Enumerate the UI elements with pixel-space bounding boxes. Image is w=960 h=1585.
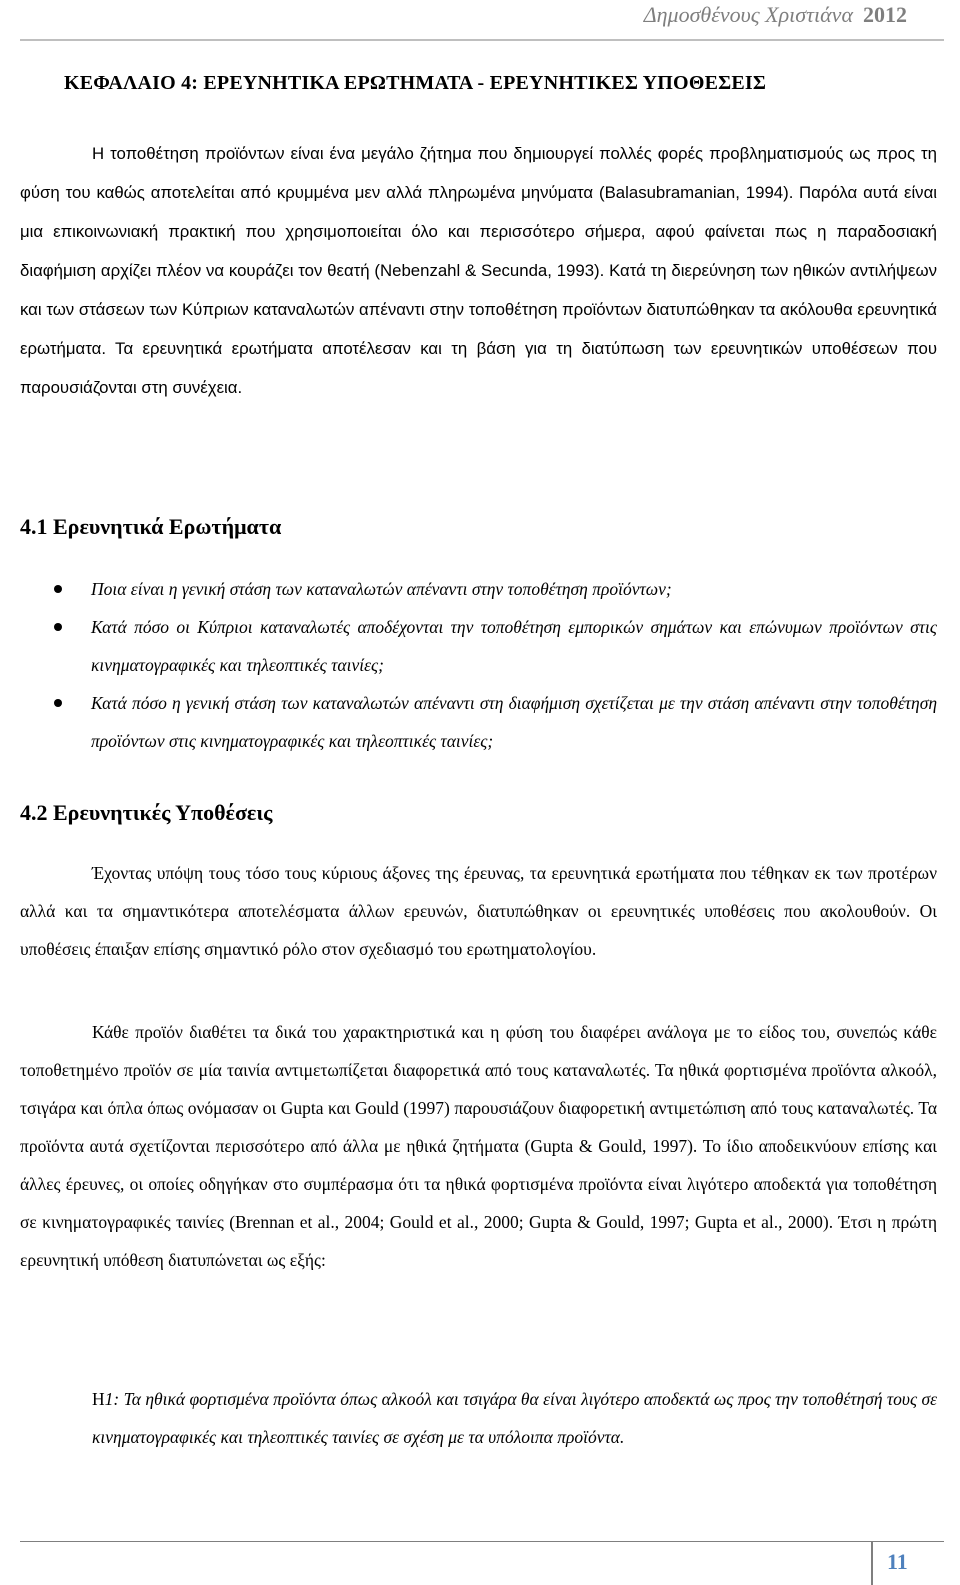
hypothesis-text: 1: Τα ηθικά φορτισμένα προϊόντα όπως αλκοόλ και τσιγάρα θα είναι λιγότερο αποδεκτά ως προς την τοποθέτησή τους σε κινηματογραφικές και τηλεοπτικές ταινίες σε σχέση με τα υπόλοιπα προϊόντα. bbox=[92, 1389, 937, 1447]
list-item bbox=[20, 570, 937, 608]
question-text: Ποια είναι η γενική στάση των καταναλωτών απέναντι στην τοποθέτηση προϊόντων; bbox=[91, 579, 672, 599]
question-text: Κατά πόσο οι Κύπριοι καταναλωτές αποδέχονται την τοποθέτηση εμπορικών σημάτων και επώνυμων προϊόντων στις κινηματογραφικές και τηλεοπτικές ταινίες; bbox=[91, 617, 937, 675]
intro-text-rest: Παρόλα αυτά είναι μια επικοινωνιακή πρακτική που χρησιμοποιείται όλο και περισσότερο σήμερα, αφού φαίνεται πως η παραδοσιακή διαφήμιση αρχίζει πλέον να κουράζει τον θεατή (Nebenzahl & Secunda, 1993). Κατά τη διερεύνηση των ηθικών αντιλήψεων και των στάσεων των Κύπριων καταναλωτών απέναντι στην τοποθέτηση προϊόντων διατυπώθηκαν τα ακόλουθα ερευνητικά ερωτήματα. Τα ερευνητικά ερωτήματα αποτέλεσαν και τη βάση για τη διατύπωση των ερευνητικών υποθέσεων που παρουσιάζονται στη συνέχεια. bbox=[20, 183, 937, 397]
header-year: 2012 bbox=[863, 2, 907, 27]
bullet-icon bbox=[54, 699, 62, 707]
page-number-box bbox=[871, 1541, 933, 1585]
page-header bbox=[0, 0, 960, 42]
list-item bbox=[20, 684, 937, 760]
hypotheses-paragraph-2: Κάθε προϊόν διαθέτει τα δικά του χαρακτηριστικά και η φύση του διαφέρει ανάλογα με το είδος του, συνεπώς κάθε τοποθετημένο προϊόν σε μία ταινία αντιμετωπίζεται διαφορετικά από τους καταναλωτές. Τα ηθικά φορτισμένα προϊόντα αλκοόλ, τσιγάρα και όπλα όπως ονόμασαν οι Gupta και Gould (1997) παρουσιάζουν διαφορετική αντιμετώπιση από τους καταναλωτές. Τα προϊόντα αυτά σχετίζονται περισσότερο από άλλα με ηθικά ζητήματα (Gupta & Gould, 1997). Το ίδιο αποδεικνύουν επίσης και άλλες έρευνες, οι οποίες οδηγήκαν στο συμπέρασμα ότι τα ηθικά φορτισμένα προϊόντα είναι λιγότερο αποδεκτά για τοποθέτηση σε κινηματογραφικές ταινίες (Brennan et al., 2004; Gould et al., 2000; Gupta & Gould, 1997; Gupta et al., 2000). Έτσι η πρώτη ερευνητική υπόθεση διατυπώνεται ως εξής: bbox=[20, 1022, 937, 1270]
footer-rule bbox=[20, 1541, 944, 1542]
hypothesis-1 bbox=[92, 1380, 937, 1456]
header-text bbox=[644, 2, 907, 28]
bullet-icon bbox=[54, 623, 62, 631]
question-text: Κατά πόσο η γενική στάση των καταναλωτών απέναντι στη διαφήμιση σχετίζεται με την στάση απέναντι στην τοποθέτηση προϊόντων στις κινηματογραφικές και τηλεοπτικές ταινίες; bbox=[91, 693, 937, 751]
header-rule bbox=[20, 39, 944, 41]
header-author: Δημοσθένους Χριστιάνα bbox=[643, 2, 853, 27]
hypothesis-label: Η bbox=[92, 1389, 105, 1409]
list-item bbox=[20, 608, 937, 684]
intro-paragraph bbox=[20, 134, 937, 407]
bullet-icon bbox=[54, 585, 62, 593]
section-title-questions: 4.1 Ερευνητικά Ερωτήματα bbox=[20, 514, 282, 539]
section-title-hypotheses: 4.2 Ερευνητικές Υποθέσεις bbox=[20, 800, 273, 825]
questions-list bbox=[20, 570, 937, 760]
hypotheses-paragraph-1: Έχοντας υπόψη τους τόσο τους κύριους άξονες της έρευνας, τα ερευνητικά ερωτήματα που τέθηκαν εκ των προτέρων αλλά και τα σημαντικότερα αποτελέσματα άλλων ερευνών, διατυπώθηκαν οι ερευνητικές υποθέσεις που ακολουθούν. Οι υποθέσεις έπαιξαν επίσης σημαντικό ρόλο στον σχεδιασμό του ερωτηματολογίου. bbox=[20, 863, 937, 959]
intro-text-sans: Η τοποθέτηση προϊόντων είναι ένα μεγάλο ζήτημα που δημιουργεί πολλές φορές προβληματισμούς ως προς τη φύση του καθώς αποτελείται από κρυμμένα μεν αλλά πληρωμένα μηνύματα (Balasubramanian, 1994). bbox=[20, 144, 937, 202]
chapter-title: ΚΕΦΑΛΑΙΟ 4: ΕΡΕΥΝΗΤΙΚΑ ΕΡΩΤΗΜΑΤΑ - ΕΡΕΥΝΗΤΙΚΕΣ ΥΠΟΘΕΣΕΙΣ bbox=[64, 72, 767, 94]
page-number: 11 bbox=[887, 1549, 908, 1574]
